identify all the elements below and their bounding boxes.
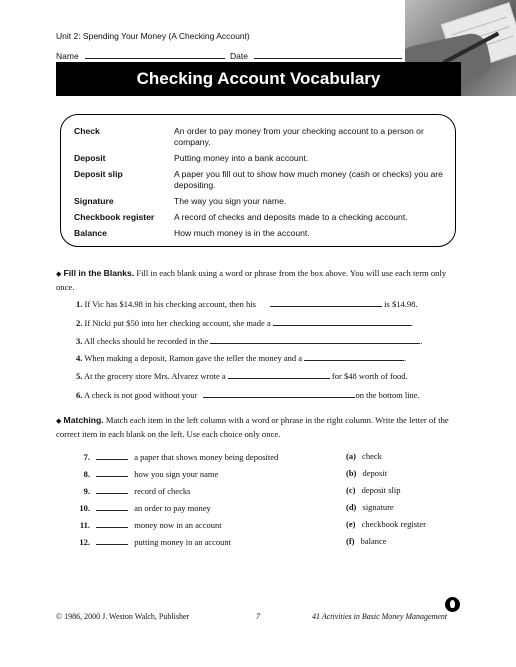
- answer-blank[interactable]: [210, 335, 420, 344]
- fill-question: 4. When making a deposit, Ramon gave the teller the money and a .: [76, 353, 407, 363]
- match-choice: (b) deposit: [346, 468, 388, 478]
- date-field[interactable]: [254, 50, 402, 59]
- vocab-definition: An order to pay money from your checking account to a person or company.: [174, 126, 424, 147]
- fill-instructions: [56, 267, 461, 294]
- vocab-term: Signature: [74, 196, 114, 206]
- publisher-flame-icon: [445, 597, 460, 612]
- page-title: Checking Account Vocabulary: [136, 69, 381, 88]
- match-item: 7. a paper that shows money being deposited: [83, 452, 279, 462]
- match-item: 11. money now in an account: [79, 520, 222, 530]
- vocab-definition: A record of checks and deposits made to a checking account.: [174, 212, 408, 222]
- page-number: 7: [256, 612, 260, 621]
- answer-blank[interactable]: [203, 389, 355, 398]
- match-choice: (d) signature: [346, 502, 394, 512]
- match-choice: (a) check: [346, 451, 382, 461]
- answer-blank[interactable]: [96, 485, 128, 494]
- copyright: © 1986, 2000 J. Weston Walch, Publisher: [56, 612, 190, 621]
- vocab-term: Check: [74, 126, 100, 136]
- vocab-definition: Putting money into a bank account.: [174, 153, 309, 163]
- name-field[interactable]: [85, 50, 225, 59]
- vocab-definition: How much money is in the account.: [174, 228, 310, 238]
- vocab-term: Deposit slip: [74, 169, 123, 179]
- vocabulary-box: [60, 114, 456, 247]
- fill-question: 3. All checks should be recorded in the .: [76, 336, 423, 346]
- vocab-definition: The way you sign your name.: [174, 196, 287, 206]
- diamond-bullet-icon: ◆: [56, 270, 62, 278]
- match-choice: (e) checkbook register: [346, 519, 426, 529]
- matching-instructions: [56, 414, 461, 441]
- vocab-term: Checkbook register: [74, 212, 155, 222]
- match-item: 12. putting money in an account: [79, 537, 232, 547]
- fill-question: 2. If Nicki put $50 into her checking account, she made a .: [76, 318, 413, 328]
- answer-blank[interactable]: [273, 317, 411, 326]
- vocab-definition: A paper you fill out to show how much money (cash or checks) you are depositing.: [174, 169, 443, 190]
- answer-blank[interactable]: [270, 298, 382, 307]
- fill-question: 5. At the grocery store Mrs. Alvarez wrote a for $48 worth of food.: [76, 371, 408, 381]
- answer-blank[interactable]: [96, 536, 128, 545]
- name-label: Name: [56, 51, 79, 61]
- match-choice: (c) deposit slip: [346, 485, 401, 495]
- answer-blank[interactable]: [96, 451, 128, 460]
- vocab-term: Balance: [74, 228, 107, 238]
- fill-question: 1. If Vic has $14.98 in his checking account, then his is $14.98.: [76, 299, 418, 309]
- unit-label: Unit 2: Spending Your Money (A Checking Account): [56, 31, 250, 41]
- date-row: [230, 50, 402, 61]
- match-item: 8. how you sign your name: [83, 469, 219, 479]
- vocab-term: Deposit: [74, 153, 106, 163]
- name-row: [56, 50, 225, 61]
- matching-instructions-text: Match each item in the left column with a word or phrase in the right column. Write the letter of the correct item in each blank on the left. Use each choice only once.: [56, 415, 449, 439]
- fill-question: 6. A check is not good without your on the bottom line.: [76, 390, 420, 400]
- fill-instructions-text: Fill in each blank using a word or phrase from the box above. You will use each term only once.: [56, 268, 447, 292]
- match-item: 10. an order to pay money: [79, 503, 211, 513]
- date-label: Date: [230, 51, 248, 61]
- answer-blank[interactable]: [228, 370, 330, 379]
- answer-blank[interactable]: [96, 519, 128, 528]
- answer-blank[interactable]: [96, 502, 128, 511]
- diamond-bullet-icon: ◆: [56, 417, 62, 425]
- answer-blank[interactable]: [304, 352, 404, 361]
- answer-blank[interactable]: [96, 468, 128, 477]
- match-item: 9. record of checks: [83, 486, 191, 496]
- book-title: 41 Activities in Basic Money Management: [312, 612, 448, 621]
- match-choice: (f) balance: [346, 536, 387, 546]
- fill-heading: Fill in the Blanks.: [63, 268, 135, 278]
- matching-heading: Matching.: [63, 415, 104, 425]
